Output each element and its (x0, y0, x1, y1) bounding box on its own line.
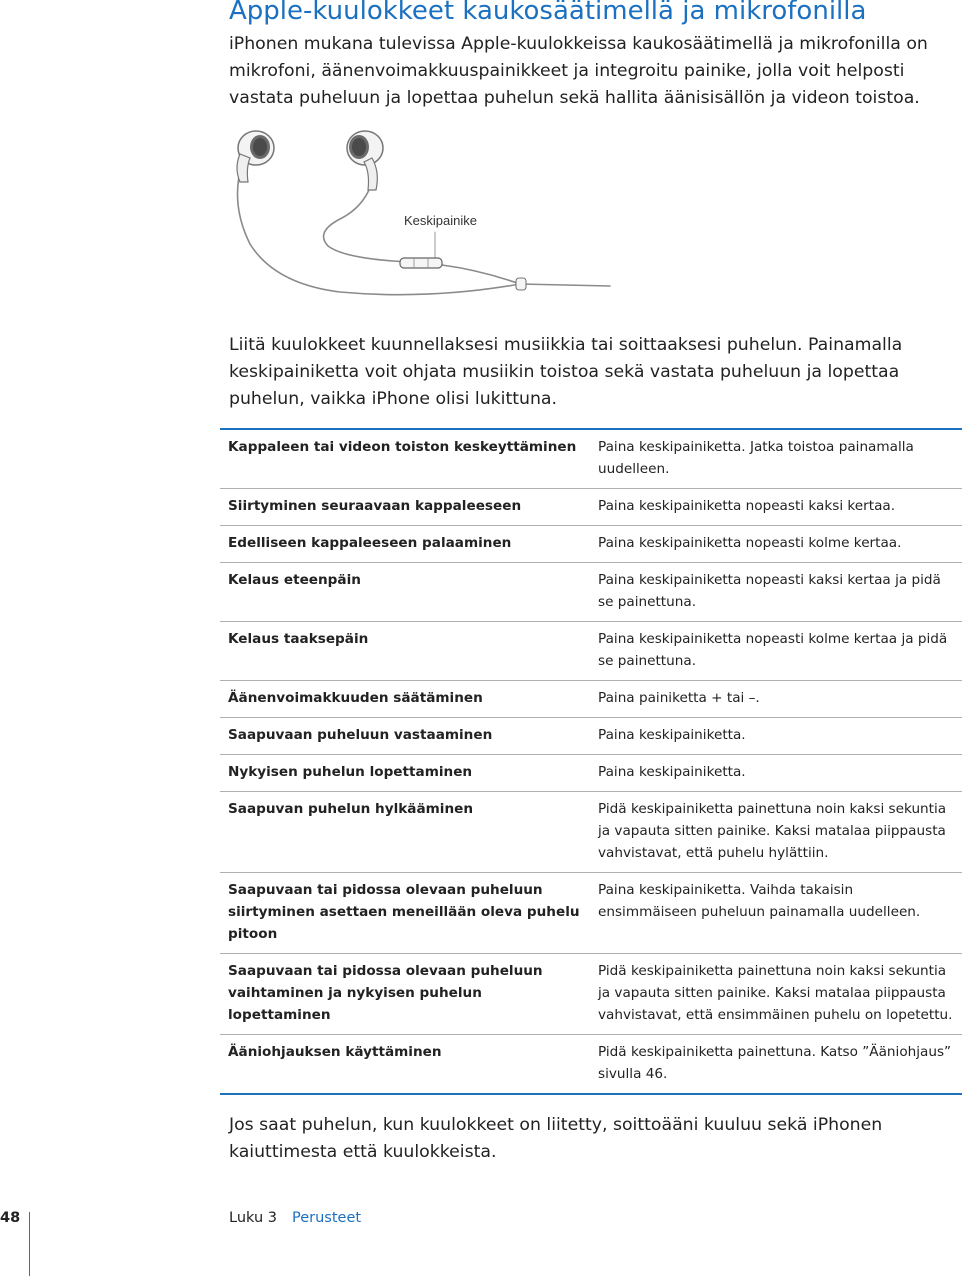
table-row (220, 754, 962, 791)
table-row (220, 791, 962, 872)
action-cell: Kelaus taaksepäin (228, 631, 369, 647)
action-cell: Äänenvoimakkuuden säätäminen (228, 690, 483, 706)
instruction-cell: Pidä keskipainiketta painettuna noin kaksi sekuntia ja vapauta sitten painike. Kaksi matalaa piippausta vahvistavat, että puhelu hylättiin. (598, 801, 947, 861)
instruction-cell: Paina keskipainiketta nopeasti kaksi kertaa ja pidä se painettuna. (598, 572, 941, 610)
instruction-cell: Paina keskipainiketta. (598, 727, 746, 743)
action-cell: Saapuvaan tai pidossa olevaan puheluun vaihtaminen ja nykyisen puhelun lopettaminen (228, 963, 543, 1023)
table-row (220, 1034, 962, 1093)
action-cell: Saapuvan puhelun hylkääminen (228, 801, 474, 817)
intro-paragraph: iPhonen mukana tulevissa Apple-kuulokkeissa kaukosäätimellä ja mikrofonilla on mikrofoni, äänenvoimakkuuspainikkeet ja integroitu painike, jolla voit helposti vastata puheluun ja lopettaa puhelun sekä hallita äänisisällön ja videon toistoa. (229, 34, 928, 108)
action-cell: Siirtyminen seuraavaan kappaleeseen (228, 498, 522, 514)
instruction-cell: Paina keskipainiketta nopeasti kolme kertaa ja pidä se painettuna. (598, 631, 948, 669)
page-title: Apple-kuulokkeet kaukosäätimellä ja mikrofonilla (229, 0, 867, 26)
table-row (220, 562, 962, 621)
closing-paragraph: Jos saat puhelun, kun kuulokkeet on liitetty, soittoääni kuuluu sekä iPhonen kaiuttimesta että kuulokkeista. (229, 1115, 883, 1162)
instruction-cell: Paina keskipainiketta. Vaihda takaisin ensimmäiseen puheluun painamalla uudelleen. (598, 882, 921, 920)
action-cell: Kelaus eteenpäin (228, 572, 361, 588)
chapter-name: Perusteet (292, 1210, 362, 1226)
instruction-cell: Paina keskipainiketta. Jatka toistoa painamalla uudelleen. (598, 439, 914, 477)
instruction-cell: Paina keskipainiketta nopeasti kaksi kertaa. (598, 498, 896, 514)
table-row (220, 525, 962, 562)
instruction-cell: Paina keskipainiketta. (598, 764, 746, 780)
action-cell: Nykyisen puhelun lopettaminen (228, 764, 473, 780)
table-row (220, 488, 962, 525)
action-cell: Saapuvaan puheluun vastaaminen (228, 727, 493, 743)
table-row (220, 953, 962, 1034)
page-number: 48 (0, 1210, 21, 1226)
action-cell: Kappaleen tai videon toiston keskeyttäminen (228, 439, 577, 455)
chapter-label: Luku 3 (229, 1210, 277, 1226)
table-row (220, 872, 962, 953)
instruction-cell: Paina keskipainiketta nopeasti kolme kertaa. (598, 535, 902, 551)
table-row (220, 621, 962, 680)
instruction-cell: Pidä keskipainiketta painettuna noin kaksi sekuntia ja vapauta sitten painike. Kaksi matalaa piippausta vahvistavat, että ensimmäinen puhelu on lopetettu. (598, 963, 953, 1023)
table-row (220, 680, 962, 717)
table-row (220, 430, 962, 488)
body-paragraph: Liitä kuulokkeet kuunnellaksesi musiikkia tai soittaaksesi puhelun. Painamalla keskipainiketta voit ohjata musiikin toistoa sekä vastata puheluun ja lopettaa puhelun, vaikka iPhone olisi lukittuna. (229, 335, 903, 409)
instruction-cell: Paina painiketta + tai –. (598, 690, 760, 706)
instruction-cell: Pidä keskipainiketta painettuna. Katso ”Ääniohjaus” sivulla 46. (598, 1044, 952, 1082)
action-cell: Edelliseen kappaleeseen palaaminen (228, 535, 512, 551)
center-button-callout: Keskipainike (404, 213, 477, 228)
table-row (220, 717, 962, 754)
controls-table (220, 428, 962, 1095)
action-cell: Ääniohjauksen käyttäminen (228, 1044, 442, 1060)
action-cell: Saapuvaan tai pidossa olevaan puheluun siirtyminen asettaen meneillään oleva puhelu pitoon (228, 882, 580, 942)
footer-divider (29, 1212, 30, 1276)
